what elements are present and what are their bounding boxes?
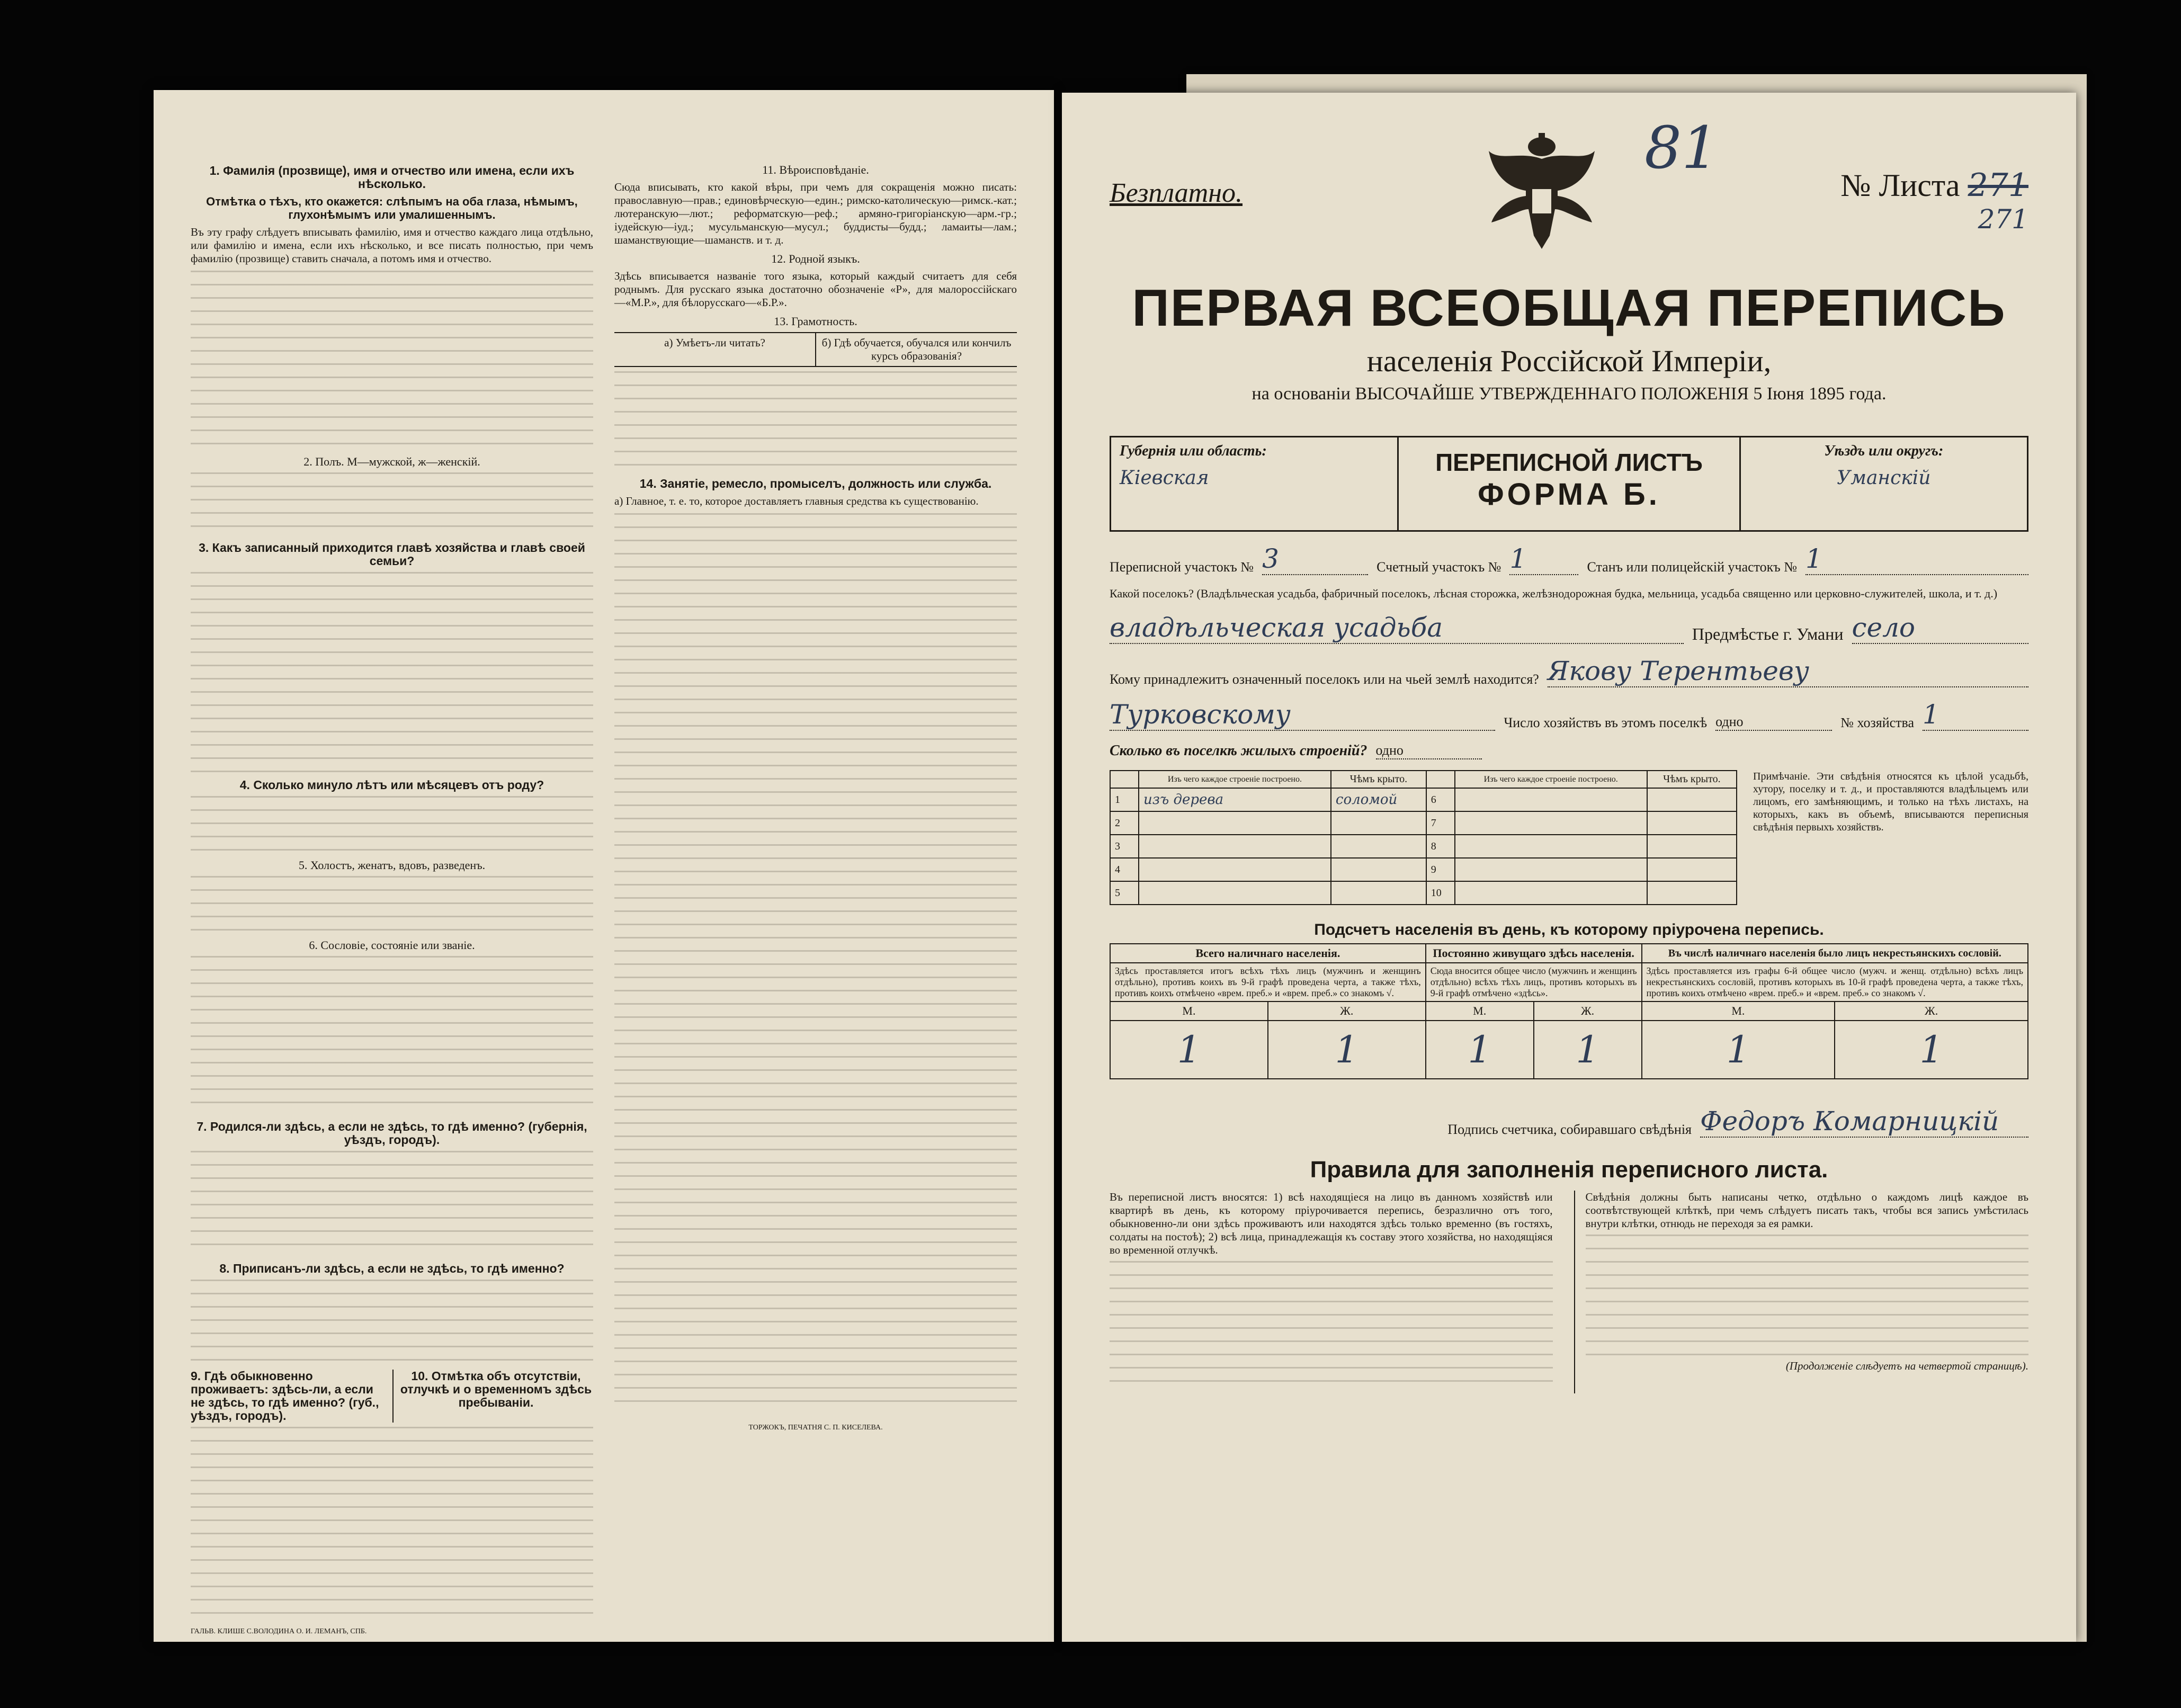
building-roof: соломой (1331, 788, 1426, 811)
rules-continuation: (Продолженіе слѣдуетъ на четвертой страницѣ). (1785, 1360, 2028, 1372)
building-roof (1647, 788, 1737, 811)
section-13b: б) Гдѣ обучается, обучался или кончилъ курсъ образованія? (815, 333, 1017, 366)
sheet-number (1840, 167, 2028, 235)
count-values-row (1110, 1021, 2028, 1079)
province-label: Губернія или область: (1120, 443, 1267, 459)
section-1-title: 1. Фамилія (прозвище), имя и отчество или имена, если ихъ нѣсколько. (209, 164, 575, 191)
buildings-table-row (1110, 788, 1737, 811)
district-cell (1741, 437, 2027, 530)
rules-column-2 (1574, 1191, 2029, 1393)
buildings-table-row (1110, 811, 1737, 835)
section-8-title: 8. Приписанъ-ли здѣсь, а если не здѣсь, то гдѣ именно? (219, 1262, 565, 1275)
section-9-title: 9. Гдѣ обыкновенно проживаетъ: здѣсь-ли, а если не здѣсь, то гдѣ именно? (губ., уѣздъ, городъ). (191, 1369, 379, 1423)
body-text-lines (191, 956, 593, 1115)
census-section-value: 3 (1262, 543, 1368, 575)
signature-row (1110, 1106, 2028, 1138)
census-section-row (1110, 543, 2028, 575)
owner-value: Якову Терентьеву (1548, 656, 2028, 687)
buildings-table-row (1110, 858, 1737, 881)
settlement-print: Предмѣстье г. Умани (1692, 624, 1844, 643)
header-blank (1110, 771, 1139, 788)
row-number: 5 (1110, 881, 1139, 905)
section-1-subtitle: Отмѣтка о тѣхъ, кто окажется: слѣпымъ на оба глаза, нѣмымъ, глухонѣмымъ или умалишеннымъ. (206, 195, 578, 221)
header-material-left: Изъ чего каждое строеніе построено. (1139, 771, 1331, 788)
header-blank (1426, 771, 1455, 788)
sheet-number-value: 271 (1968, 167, 2028, 204)
body-text-lines (191, 1427, 593, 1617)
body-text-lines (191, 271, 593, 451)
settlement-value-row (1110, 612, 2028, 644)
row-number: 2 (1110, 811, 1139, 835)
district-value: Уманскій (1837, 467, 1931, 489)
buildings-table (1110, 770, 1737, 905)
section-13-header (614, 332, 1017, 367)
buildings-table-row (1110, 835, 1737, 858)
female-label: Ж. (1534, 1001, 1642, 1021)
section-13a: а) Умѣетъ-ли читать? (664, 336, 765, 349)
building-roof (1647, 881, 1737, 905)
section-3-title: 3. Какъ записанный приходится главѣ хозяйства и главѣ своей семьи? (199, 541, 585, 568)
sheet-number-label: № Листа (1840, 168, 1960, 203)
female-label: Ж. (1268, 1001, 1426, 1021)
building-material (1455, 811, 1647, 835)
enumerator-signature: Федоръ Комарницкій (1700, 1106, 2028, 1138)
count-header-permanent: Постоянно живущаго здѣсь населенія. (1426, 944, 1642, 963)
stan-label: Станъ или полицейскій участокъ № (1587, 559, 1798, 575)
body-text-lines (191, 1151, 593, 1257)
form-name-line-1: ПЕРЕПИСНОЙ ЛИСТЪ (1435, 449, 1703, 476)
buildings-value: одно (1376, 743, 1482, 759)
sheet-number-value-2: 271 (1978, 204, 2028, 235)
settlement-value: владѣльческая усадьба (1110, 612, 1684, 644)
census-form-page (1062, 93, 2076, 1642)
body-text-lines (191, 1280, 593, 1364)
stan-value: 1 (1805, 543, 2028, 575)
building-material (1455, 788, 1647, 811)
free-label: Безплатно. (1110, 178, 1243, 208)
section-13-title: 13. Грамотность. (774, 315, 857, 328)
count-value: 1 (1835, 1021, 2028, 1079)
building-material (1455, 835, 1647, 858)
settlement-hand-2: село (1852, 612, 2029, 644)
buildings-table-row (1110, 881, 1737, 905)
archive-number-hand: 81 (1644, 114, 1719, 182)
row-number: 1 (1110, 788, 1139, 811)
rules-paragraph-2: Свѣдѣнія должны быть написаны четко, отдѣльно о каждомъ лицѣ каждое въ соотвѣтствующей клѣткѣ, при чемъ слѣдуетъ писать такъ, чтобы вся запись умѣстилась внутри клѣтки, отнюдь не переходя за ея рамки. (1585, 1191, 2028, 1230)
building-roof (1647, 835, 1737, 858)
building-material: изъ дерева (1139, 788, 1331, 811)
buildings-section (1110, 770, 2028, 905)
count-header-non-peasant: Въ числѣ наличнаго населенія было лицъ некрестьянскихъ сословій. (1642, 944, 2028, 963)
population-count-title: Подсчетъ населенія въ день, къ которому пріурочена перепись. (1314, 921, 1824, 938)
section-12-text: Здѣсь вписывается названіе того языка, который каждый считаетъ для себя роднымъ. Для русскаго языка достаточно обозначеніе «Р», для малороссійскаго—«М.Р.», для бѣлорусскаго—«Б.Р.». (614, 270, 1017, 309)
header-roof-right: Чѣмъ крыто. (1647, 771, 1737, 788)
province-value: Кіевская (1120, 467, 1209, 489)
section-1-text: Въ эту графу слѣдуетъ вписывать фамилію, имя и отчество каждаго лица отдѣльно, или фамилію и имена, если ихъ нѣсколько, и все писать полностью, при чемъ фамилію (прозвище) ставить сначала, а потомъ имя и отчество. (191, 226, 593, 265)
instructions-columns (191, 159, 1017, 1635)
count-description-permanent: Сюда вносится общее число (мужчинъ и женщинъ отдѣльно) всѣхъ тѣхъ лицъ, противъ которыхъ въ 9-й графѣ отмѣчено «здѣсь». (1426, 963, 1642, 1001)
form-name-cell (1397, 437, 1740, 530)
building-roof (1647, 858, 1737, 881)
printer-mark-left: ГАЛЬВ. КЛИШЕ С.ВОЛОДИНА О. И. ЛЕМАНЪ, СПБ. (191, 1627, 367, 1635)
header-roof-left: Чѣмъ крыто. (1331, 771, 1426, 788)
household-number-value: 1 (1923, 699, 2028, 731)
count-section-label: Счетный участокъ № (1376, 559, 1501, 575)
imperial-eagle-emblem (1483, 130, 1600, 252)
rules-text (1110, 1191, 2028, 1393)
households-value: одно (1715, 714, 1832, 731)
buildings-row (1110, 743, 2028, 759)
signature-label: Подпись счетчика, собиравшаго свѣдѣнія (1447, 1122, 1692, 1137)
section-7-title: 7. Родился-ли здѣсь, а если не здѣсь, то гдѣ именно? (губернія, уѣздъ, городъ). (196, 1120, 587, 1147)
section-6-title: 6. Сословіе, состояніе или званіе. (309, 938, 475, 952)
owner-row (1110, 656, 2028, 687)
body-text-lines (191, 876, 593, 934)
household-number-label: № хозяйства (1840, 715, 1914, 730)
count-value: 1 (1426, 1021, 1534, 1079)
settlement-label-row (1110, 587, 2028, 601)
section-10-title: 10. Отмѣтка объ отсутствіи, отлучкѣ и о временномъ здѣсь пребываніи. (392, 1370, 593, 1423)
rules-paragraph-1: Въ переписной листъ вносятся: 1) всѣ находящіеся на лицо въ данномъ хозяйствѣ или квартирѣ въ день, къ которому пріурочивается перепись, безразлично отъ того, обыкновенно-ли они здѣсь проживаютъ или находятся здѣсь только временно (въ гостяхъ, солдаты на постоѣ); 2) всѣ лица, принадлежащія къ составу этого хозяйства, но находящіяся во временной отлучкѣ. (1110, 1191, 1553, 1256)
census-subtitle: населенія Россійской Имперіи, (1366, 344, 1772, 378)
owner-label: Кому принадлежитъ означенный поселокъ или на чьей землѣ находится? (1110, 672, 1539, 687)
count-header-total: Всего наличнаго населенія. (1110, 944, 1426, 963)
body-text-lines (1110, 1261, 1553, 1393)
count-value: 1 (1534, 1021, 1642, 1079)
building-material (1139, 858, 1331, 881)
building-material (1455, 881, 1647, 905)
row-number: 8 (1426, 835, 1455, 858)
building-roof (1331, 811, 1426, 835)
body-text-lines (191, 572, 593, 773)
male-label: М. (1642, 1001, 1835, 1021)
instructions-column-2 (614, 159, 1017, 1605)
owner-value-2: Турковскому (1110, 699, 1495, 731)
section-14-title: 14. Занятіе, ремесло, промыселъ, должность или служба. (639, 477, 992, 490)
households-label: Число хозяйствъ въ этомъ поселкѣ (1504, 715, 1708, 730)
count-description-non-peasant: Здѣсь проставляется изъ графы 6-й общее число (мужч. и женщ. отдѣльно) всѣхъ лицъ некрестьянскихъ сословій, противъ которыхъ въ 10-й графѣ проведена черта, а также тѣхъ, противъ коихъ отмѣчено «врем. преб.» и «врем. преб.» со знакомъ √. (1642, 963, 2028, 1001)
row-number: 9 (1426, 858, 1455, 881)
body-text-lines (191, 472, 593, 536)
settlement-label: Какой поселокъ? (Владѣльческая усадьба, фабричный поселокъ, лѣсная сторожка, желѣзнодорожная будка, мельница, усадьба священно или церковно-служителей, школа, и т. д.) (1110, 587, 1998, 600)
right-column-footer (614, 1421, 1017, 1434)
section-14-text: а) Главное, т. е. то, которое доставляетъ главныя средства къ существованію. (614, 495, 979, 507)
building-material (1455, 858, 1647, 881)
section-12-title: 12. Родной языкъ. (771, 252, 860, 265)
count-sex-row (1110, 1001, 2028, 1021)
count-header-row (1110, 944, 2028, 963)
province-cell (1111, 437, 1397, 530)
count-description-row (1110, 963, 2028, 1001)
building-material (1139, 835, 1331, 858)
building-roof (1331, 881, 1426, 905)
count-value: 1 (1642, 1021, 1835, 1079)
count-value: 1 (1110, 1021, 1268, 1079)
buildings-label: Сколько въ поселкѣ жилыхъ строеній? (1110, 743, 1367, 759)
instructions-column-1 (191, 159, 593, 1635)
instructions-page (154, 90, 1054, 1642)
rules-column-1 (1110, 1191, 1553, 1393)
row-number: 6 (1426, 788, 1455, 811)
row-number: 10 (1426, 881, 1455, 905)
district-label: Уѣздъ или округъ: (1824, 443, 1944, 459)
section-11-title: 11. Вѣроисповѣданіе. (762, 163, 869, 176)
male-label: М. (1426, 1001, 1534, 1021)
section-5-title: 5. Холостъ, женатъ, вдовъ, разведенъ. (298, 859, 486, 872)
header-material-right: Изъ чего каждое строеніе построено. (1455, 771, 1647, 788)
section-4-title: 4. Сколько минуло лѣтъ или мѣсяцевъ отъ роду? (239, 778, 544, 792)
count-value: 1 (1268, 1021, 1426, 1079)
building-material (1139, 811, 1331, 835)
female-label: Ж. (1835, 1001, 2028, 1021)
body-text-lines (614, 371, 1017, 472)
count-description-total: Здѣсь проставляется итогъ всѣхъ тѣхъ лицъ (мужчинъ и женщинъ отдѣльно), противъ коихъ въ 9-й графѣ проведена черта, а также тѣхъ, противъ коихъ отмѣчено «врем. преб.» и «врем. преб.» со знакомъ √. (1110, 963, 1426, 1001)
buildings-table-header (1110, 771, 1737, 788)
form-name-line-2: ФОРМА Б. (1478, 477, 1660, 512)
left-page-footer (191, 1625, 593, 1638)
body-text-lines (614, 513, 1017, 1414)
population-count-table (1110, 943, 2028, 1079)
building-roof (1331, 858, 1426, 881)
printer-mark-right: ТОРЖОКЪ, ПЕЧАТНЯ С. П. КИСЕЛЕВА. (748, 1424, 883, 1432)
count-section-value: 1 (1509, 543, 1578, 575)
building-roof (1331, 835, 1426, 858)
row-number: 4 (1110, 858, 1139, 881)
owner-households-row (1110, 699, 2028, 731)
census-title: ПЕРВАЯ ВСЕОБЩАЯ ПЕРЕПИСЬ (1132, 279, 2006, 337)
section-2-title: 2. Полъ. М—мужской, ж—женскій. (303, 455, 480, 468)
body-text-lines (191, 796, 593, 854)
section-11-text: Сюда вписывать, кто какой вѣры, при чемъ для сокращенія можно писать: православную—прав.; единовѣрческую—един.; римско-католическую—римск.-кат.; лютеранскую—лют.; реформатскую—реф.; армяно-григоріанскую—арм.-гр.; іудейскую—іуд.; мусульманскую—мусул.; буддисты—будд.; ламаиты—лам.; шаманствующие—шаманств. и т. д. (614, 181, 1017, 246)
section-9-10-header (191, 1364, 593, 1427)
region-box (1110, 436, 2028, 532)
building-roof (1647, 811, 1737, 835)
form-header (1110, 130, 2028, 267)
rules-title: Правила для заполненія переписного листа. (1310, 1157, 1828, 1183)
male-label: М. (1110, 1001, 1268, 1021)
buildings-note: Примѣчаніе. Эти свѣдѣнія относятся къ цѣлой усадьбѣ, хутору, поселку и т. д., и проставляются владѣльцемъ или лицомъ, его замѣняющимъ, и только на тѣхъ листахъ, на которыхъ, какъ въ объемѣ, вписываются переписныя свѣдѣнія первыхъ хозяйствъ. (1753, 771, 2028, 833)
row-number: 7 (1426, 811, 1455, 835)
row-number: 3 (1110, 835, 1139, 858)
census-decree: на основаніи ВЫСОЧАЙШЕ УТВЕРЖДЕННАГО ПОЛОЖЕНІЯ 5 Іюня 1895 года. (1252, 384, 1887, 404)
body-text-lines (1586, 1235, 2029, 1356)
census-section-label: Переписной участокъ № (1110, 559, 1254, 575)
building-material (1139, 881, 1331, 905)
